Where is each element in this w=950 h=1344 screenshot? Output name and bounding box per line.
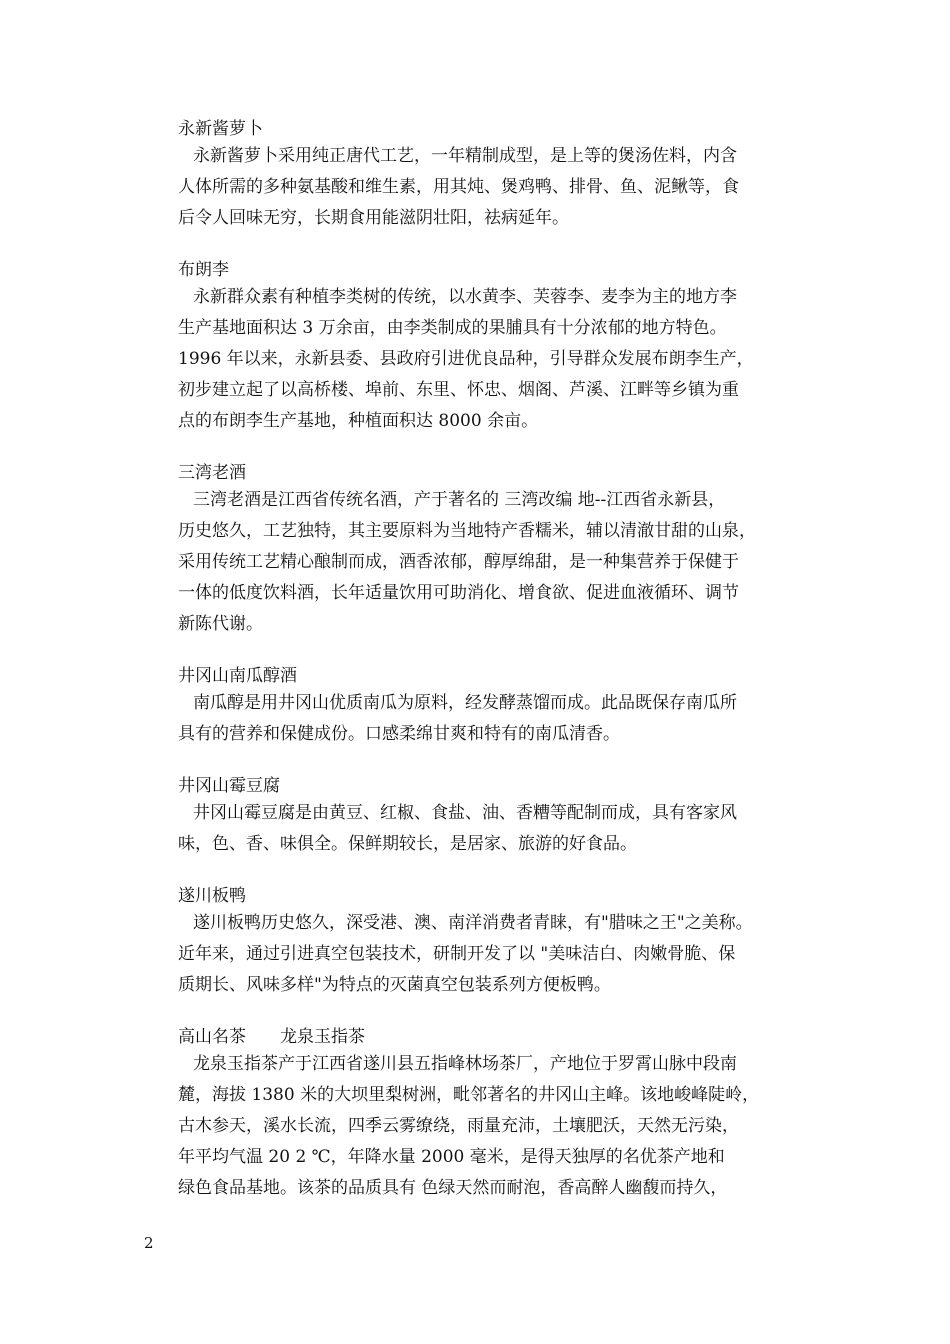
product-section [178,665,818,750]
paragraph-line: 味，色、香、味俱全。保鲜期较长，是居家、旅游的好食品。 [178,834,637,854]
section-heading [178,1026,818,1049]
section-heading [178,885,818,908]
section-subtitle: 龙泉玉指茶 [280,1027,365,1047]
product-section [178,775,818,860]
section-title: 井冈山霉豆腐 [178,776,280,796]
document-body [178,118,818,1229]
paragraph-line: 具有的营养和保健成份。口感柔绵甘爽和特有的南瓜清香。 [178,724,620,744]
paragraph-line: 采用传统工艺精心酿制而成，酒香浓郁，醇厚绵甜，是一种集营养于保健于 [178,552,739,572]
paragraph-line: 永新群众素有种植李类树的传统，以水黄李、芙蓉李、麦李为主的地方李 [193,287,737,307]
section-title: 布朗李 [178,260,229,280]
section-title: 永新酱萝卜 [178,119,263,139]
paragraph-line: 三湾老酒是江西省传统名酒，产于著名的 三湾改编 地--江西省永新县， [193,490,726,510]
paragraph-line: 新陈代谢。 [178,614,263,634]
paragraph-line: 一体的低度饮料酒，长年适量饮用可助消化、增食欲、促进血液循环、调节 [178,583,739,603]
section-title: 三湾老酒 [178,463,246,483]
section-heading [178,665,818,688]
paragraph-line: 南瓜醇是用井冈山优质南瓜为原料，经发酵蒸馏而成。此品既保存南瓜所 [193,693,737,713]
section-heading [178,775,818,798]
paragraph-line: 1996 年以来，永新县委、县政府引进优良品种，引导群众发展布朗李生产， [178,349,754,369]
paragraph-line: 生产基地面积达 3 万余亩，由李类制成的果脯具有十分浓郁的地方特色。 [178,318,727,338]
paragraph-line: 后令人回味无穷，长期食用能滋阴壮阳，祛病延年。 [178,208,569,228]
product-section [178,462,818,640]
paragraph-line: 麓，海拔 1380 米的大坝里梨树洲，毗邻著名的井冈山主峰。该地峻峰陡岭， [178,1085,760,1105]
paragraph-line: 初步建立起了以高桥楼、埠前、东里、怀忠、烟阁、芦溪、江畔等乡镇为重 [178,380,739,400]
paragraph-line: 绿色食品基地。该茶的品质具有 色绿天然而耐泡，香高醉人幽馥而持久， [178,1178,728,1198]
paragraph-line: 近年来，通过引进真空包装技术，研制开发了以 "美味洁白、肉嫩骨脆、保 [178,944,736,964]
paragraph-line: 古木参天，溪水长流，四季云雾缭绕，雨量充沛，土壤肥沃，天然无污染， [178,1116,739,1136]
product-section [178,118,818,234]
section-title: 井冈山南瓜醇酒 [178,666,297,686]
paragraph-line: 历史悠久，工艺独特，其主要原料为当地特产香糯米，辅以清澈甘甜的山泉， [178,521,756,541]
page-number: 2 [144,1234,154,1252]
section-title: 高山名茶 [178,1027,246,1047]
paragraph-line: 质期长、风味多样"为特点的灭菌真空包装系列方便板鸭。 [178,975,611,995]
paragraph-line: 点的布朗李生产基地，种植面积达 8000 余亩。 [178,411,539,431]
section-heading [178,118,818,141]
paragraph-line: 井冈山霉豆腐是由黄豆、红椒、食盐、油、香糟等配制而成，具有客家风 [193,803,737,823]
paragraph-line: 龙泉玉指茶产于江西省遂川县五指峰林场茶厂，产地位于罗霄山脉中段南 [193,1054,737,1074]
product-section [178,1026,818,1204]
section-title: 遂川板鸭 [178,886,246,906]
paragraph-line: 遂川板鸭历史悠久，深受港、澳、南洋消费者青睐，有"腊味之王"之美称。 [193,913,753,933]
paragraph-line: 年平均气温 20 2 ℃，年降水量 2000 毫米，是得天独厚的名优茶产地和 [178,1147,725,1167]
product-section [178,259,818,437]
paragraph-line: 人体所需的多种氨基酸和维生素，用其炖、煲鸡鸭、排骨、鱼、泥鳅等，食 [178,177,739,197]
paragraph-line: 永新酱萝卜采用纯正唐代工艺，一年精制成型，是上等的煲汤佐料，内含 [193,146,737,166]
product-section [178,885,818,1001]
section-heading [178,259,818,282]
section-heading [178,462,818,485]
